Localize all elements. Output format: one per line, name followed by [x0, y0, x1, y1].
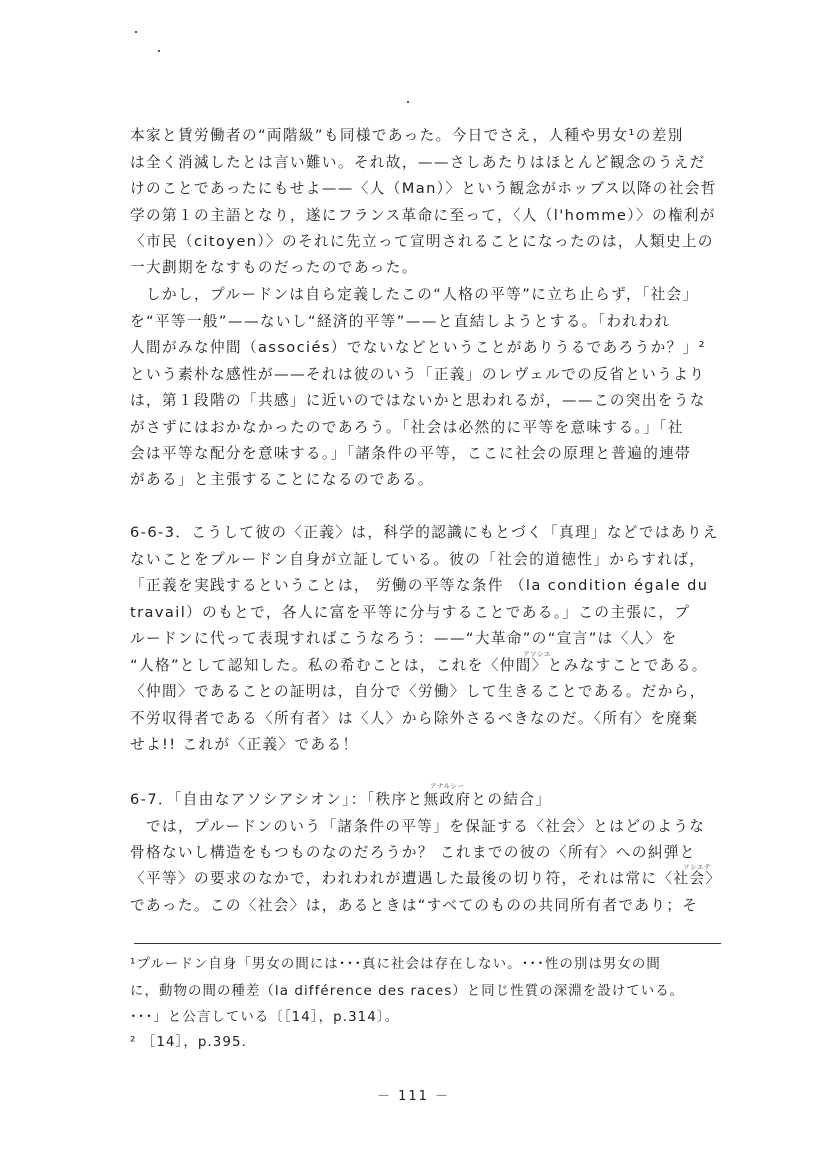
text-line: “人格”として認知した。私の希むことは，これを〈仲間〉とみなすことである。: [130, 657, 708, 674]
text-line: しかし，プルードンは自ら定義したこの“人格の平等”に立ち止らず，「社会」: [130, 286, 699, 303]
footnote-line: ･･･」と公言している〔［14］，p.314〕。: [130, 1010, 400, 1025]
text-line: せよ!! これが〈正義〉である！: [130, 736, 359, 753]
text-line: 学の第１の主語となり，遂にフランス革命に至って，〈人（l'homme）〉の権利が: [130, 207, 716, 224]
text-line: 〈平等〉の要求のなかで，われわれが遭遇した最後の切り符，それは常に〈社会〉: [130, 870, 722, 887]
footnote-line: ¹プルードン自身「男女の間には･･･真に社会は存在しない。･･･性の別は男女の間: [130, 957, 661, 972]
text-line: 本家と賃労働者の“両階級”も同様であった。今日でさえ，人種や男女¹の差別: [130, 127, 684, 144]
footnote-line: に，動物の間の種差（la différence des races）と同じ性質の深淵を設けている。: [130, 984, 685, 999]
text-line: 不労収得者である〈所有者〉は〈人〉から除外さるべきなのだ。〈所有〉を廃棄: [130, 710, 699, 727]
ruby-annotation: ソシエテ: [683, 863, 711, 871]
text-line: 骨格ないし構造をもつものなのだろうか？ これまでの彼の〈所有〉への糾弾と: [130, 844, 696, 861]
footnote-line: ² ［14］，p.395.: [130, 1035, 248, 1050]
scan-speck: [135, 31, 137, 33]
text-line: 人間がみな仲間（associés）でないなどということがありうるであろうか？」²: [130, 339, 706, 356]
text-line: travail）のもとで，各人に富を平等に分与することである。」この主張に，プ: [130, 604, 691, 621]
ruby-annotation: アソシエ: [523, 650, 551, 658]
text-line: は全く消滅したとは言い難い。それ故，——さしあたりはほとんど観念のうえだ: [130, 154, 706, 171]
text-line: がある」と主張することになるのである。: [130, 471, 434, 488]
text-line: 会は平等な配分を意味する。」「諸条件の平等，ここに社会の原理と普遍的連帯: [130, 445, 692, 462]
page-number: － 111 －: [376, 1089, 451, 1104]
scan-speck: [158, 50, 160, 52]
section-heading: 6-6-3．こうして彼の〈正義〉は，科学的認識にもとづく「真理」などではありえ: [130, 524, 719, 541]
text-line: がさずにはおかなかったのであろう。「社会は必然的に平等を意味する。」「社: [130, 419, 684, 436]
footnote-separator: [134, 943, 721, 944]
text-line: であった。この〈社会〉は，あるときは“すべてのものの共同所有者であり；そ: [130, 897, 699, 914]
text-line: けのことであったにもせよ——〈人（Man）〉という観念がホッブス以降の社会哲: [130, 180, 717, 197]
text-line: を“平等一般”——ないし“経済的平等”——と直結しようとする。「われわれ: [130, 313, 671, 330]
scan-speck: [407, 101, 409, 103]
text-line: では，プルードンのいう「諸条件の平等」を保証する〈社会〉とはどのような: [130, 818, 706, 835]
text-line: という素朴な感性が——それは彼のいう「正義」のレヴェルでの反省というより: [130, 366, 706, 383]
text-line: ないことをプルードン自身が立証している。彼の「社会的道徳性」からすれば，: [130, 551, 706, 568]
text-line: 〈仲間〉であることの証明は，自分で〈労働〉して生きることである。だから，: [130, 683, 706, 700]
text-line: 一大劃期をなすものだったのであった。: [130, 259, 418, 276]
text-line: は，第１段階の「共感」に近いのではないかと思われるが，——この突出をうな: [130, 392, 706, 409]
text-line: 〈市民（citoyen）〉のそれに先立って宣明されることになったのは，人類史上の: [130, 233, 714, 250]
text-line: ルードンに代って表現すればこうなろう：——“大革命”の“宣言”は〈人〉を: [130, 630, 678, 647]
section-heading: 6-7．「自由なアソシアシオン」：「秩序と無政府との結合」: [130, 791, 552, 808]
text-line: 「正義を実践するということは， 労働の平等な条件 （la condition égale du: [130, 577, 709, 594]
ruby-annotation: アナルシー: [430, 782, 465, 790]
